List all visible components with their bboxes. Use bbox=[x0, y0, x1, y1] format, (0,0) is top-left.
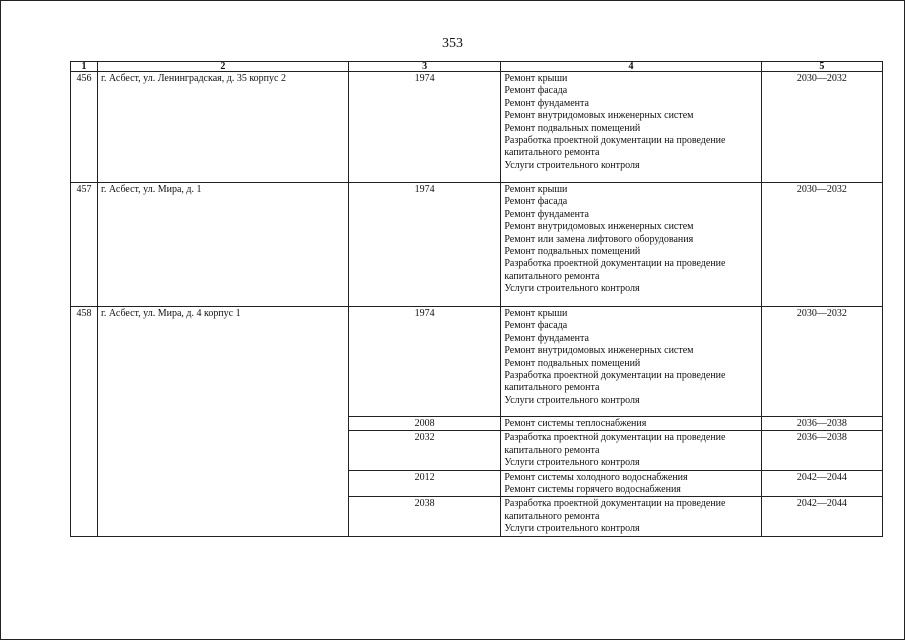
works-cell bbox=[501, 431, 761, 470]
work-item: Разработка проектной документации на проведение капитального ремонта bbox=[504, 135, 726, 159]
works-cell bbox=[501, 72, 761, 183]
work-item: Ремонт внутридомовых инженерных систем bbox=[504, 110, 694, 122]
work-item: Ремонт фасада bbox=[504, 196, 568, 208]
works-cell bbox=[501, 307, 761, 417]
work-item: Разработка проектной документации на проведение капитального ремонта bbox=[504, 432, 726, 456]
works-cell bbox=[501, 417, 761, 431]
work-item: Ремонт системы горячего водоснабжения bbox=[504, 484, 681, 496]
work-item: Услуги строительного контроля bbox=[504, 394, 640, 406]
work-item: Ремонт фасада bbox=[504, 320, 568, 332]
period-cell: 2030—2032 bbox=[761, 307, 882, 417]
period-cell: 2030—2032 bbox=[761, 72, 882, 183]
work-item: Услуги строительного контроля bbox=[504, 523, 640, 535]
year-cell: 2038 bbox=[348, 497, 500, 536]
work-item: Ремонт или замена лифтового оборудования bbox=[504, 233, 694, 245]
row-number: 458 bbox=[71, 307, 98, 537]
work-item: Ремонт крыши bbox=[504, 184, 568, 195]
table-row bbox=[71, 183, 883, 307]
work-item: Ремонт системы теплоснабжения bbox=[504, 418, 647, 429]
work-item: Ремонт крыши bbox=[504, 308, 568, 319]
year-cell: 2032 bbox=[348, 431, 500, 470]
work-item: Ремонт подвальных помещений bbox=[504, 246, 641, 258]
period-cell: 2036—2038 bbox=[761, 431, 882, 470]
work-item: Разработка проектной документации на проведение капитального ремонта bbox=[504, 258, 726, 282]
work-item: Ремонт фундамента bbox=[504, 97, 589, 109]
column-header: 4 bbox=[501, 62, 761, 72]
period-cell: 2042—2044 bbox=[761, 497, 882, 536]
work-item: Ремонт крыши bbox=[504, 73, 568, 84]
work-item: Услуги строительного контроля bbox=[504, 283, 640, 295]
table-row bbox=[71, 72, 883, 183]
year-cell: 1974 bbox=[348, 183, 500, 307]
work-item: Услуги строительного контроля bbox=[504, 159, 640, 171]
year-cell: 2012 bbox=[348, 470, 500, 497]
column-header: 3 bbox=[348, 62, 500, 72]
work-item: Ремонт подвальных помещений bbox=[504, 357, 641, 369]
page-number: 353 bbox=[442, 36, 463, 51]
period-cell: 2030—2032 bbox=[761, 183, 882, 307]
row-number: 456 bbox=[71, 72, 98, 183]
year-cell: 1974 bbox=[348, 307, 500, 417]
period-cell: 2036—2038 bbox=[761, 417, 882, 431]
column-header: 1 bbox=[71, 62, 98, 72]
row-number: 457 bbox=[71, 183, 98, 307]
address-cell: г. Асбест, ул. Ленинградская, д. 35 корпус 2 bbox=[97, 72, 348, 183]
work-item: Ремонт внутридомовых инженерных систем bbox=[504, 221, 694, 233]
work-item: Ремонт фундамента bbox=[504, 332, 589, 344]
repair-schedule-table bbox=[70, 61, 883, 537]
column-header: 5 bbox=[761, 62, 882, 72]
works-cell bbox=[501, 497, 761, 536]
period-cell: 2042—2044 bbox=[761, 470, 882, 497]
year-cell: 2008 bbox=[348, 417, 500, 431]
address-cell: г. Асбест, ул. Мира, д. 4 корпус 1 bbox=[97, 307, 348, 537]
works-cell bbox=[501, 183, 761, 307]
work-item: Ремонт внутридомовых инженерных систем bbox=[504, 345, 694, 357]
work-item: Ремонт системы холодного водоснабжения bbox=[504, 471, 688, 483]
work-item: Ремонт фасада bbox=[504, 85, 568, 97]
work-item: Разработка проектной документации на проведение капитального ремонта bbox=[504, 370, 726, 394]
year-cell: 1974 bbox=[348, 72, 500, 183]
column-header: 2 bbox=[97, 62, 348, 72]
work-item: Разработка проектной документации на проведение капитального ремонта bbox=[504, 498, 726, 522]
table-row bbox=[71, 307, 883, 417]
header-row bbox=[71, 62, 883, 72]
work-item: Ремонт фундамента bbox=[504, 208, 589, 220]
work-item: Ремонт подвальных помещений bbox=[504, 122, 641, 134]
work-item: Услуги строительного контроля bbox=[504, 457, 640, 469]
table-body bbox=[71, 72, 883, 537]
address-cell: г. Асбест, ул. Мира, д. 1 bbox=[97, 183, 348, 307]
works-cell bbox=[501, 470, 761, 497]
